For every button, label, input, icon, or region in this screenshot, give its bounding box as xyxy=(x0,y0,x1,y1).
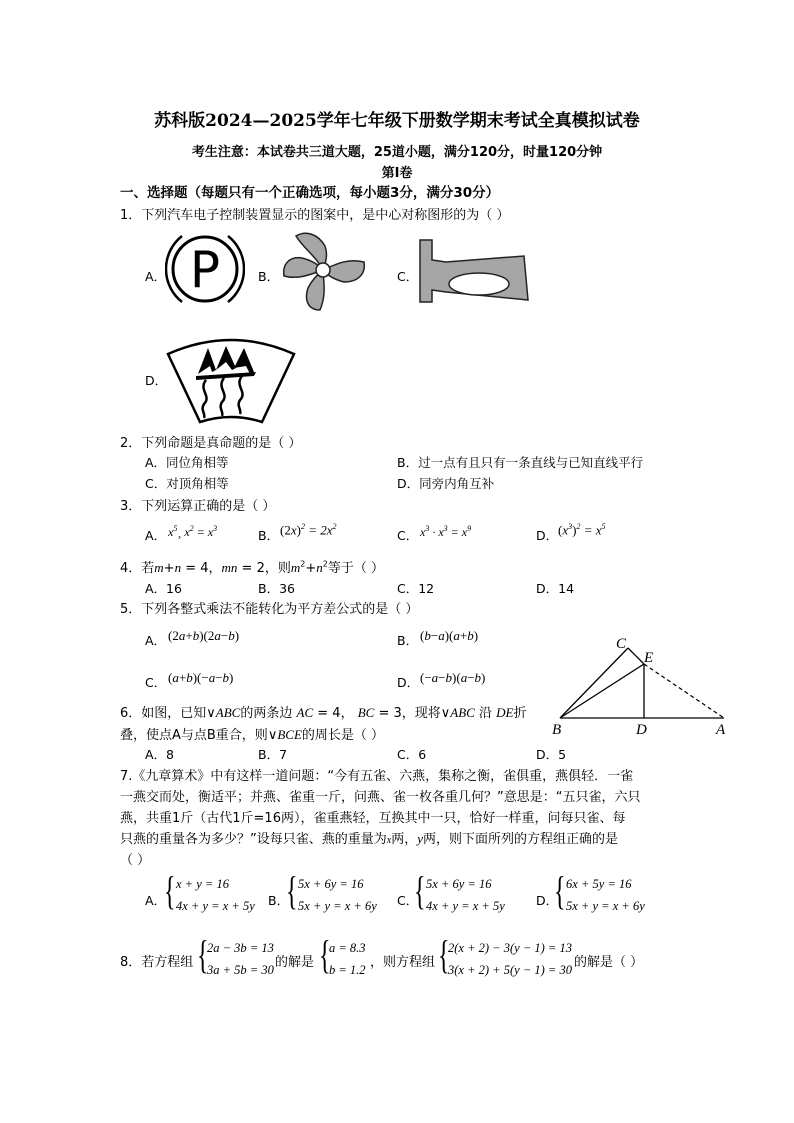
question-3-stem: 3．下列运算正确的是（ ） xyxy=(120,499,276,514)
question-7-line-2: 一燕交而处，衡适平；并燕、雀重一斤，问燕、雀一枚各重几何？”意思是：“五只雀，六只 xyxy=(120,790,641,805)
parking-letter: P xyxy=(189,241,221,299)
q2-option-a: A．同位角相等 xyxy=(145,455,229,470)
q3-option-d-math: $(x^3)^2 = x^5$ xyxy=(558,522,606,538)
q7-option-d-label: D． xyxy=(536,893,559,908)
q6-option-d: D．5 xyxy=(536,747,567,762)
q1-option-c-label: C． xyxy=(397,269,419,284)
triangle-figure xyxy=(550,634,740,738)
vertex-b-label: B xyxy=(552,722,562,738)
volume-heading: 第Ⅰ卷 xyxy=(381,166,413,181)
page-title: 苏科版2024—2025学年七年级下册数学期末考试全真模拟试卷 xyxy=(154,111,640,131)
q6-option-b: B．7 xyxy=(258,747,288,762)
q1-option-b-label: B． xyxy=(258,269,280,284)
q7-option-c-label: C． xyxy=(397,893,419,908)
question-2-stem: 2．下列命题是真命题的是（ ） xyxy=(120,436,302,451)
q3-option-b-label: B． xyxy=(258,528,280,543)
q4-option-c: C．12 xyxy=(397,581,435,596)
q7-option-a-label: A． xyxy=(145,893,167,908)
q2-option-d: D．同旁内角互补 xyxy=(397,476,495,491)
q4-option-a: A．16 xyxy=(145,581,182,596)
defroster-icon xyxy=(166,330,296,426)
q5-option-d-math: (−a−b)(a−b) xyxy=(420,670,486,685)
q5-option-c-math: (a+b)(−a−b) xyxy=(168,670,234,685)
question-4-stem: 4．若m+n = 4，mn = 2，则$m^2+n^2$等于（ ） xyxy=(120,559,384,576)
q3-option-a-math: $x^5¸$ $x^2 = x^3$ xyxy=(168,524,218,539)
q5-option-c-label: C． xyxy=(145,675,167,690)
q2-option-c: C．对顶角相等 xyxy=(145,476,229,491)
vertex-d-label: D xyxy=(636,722,647,738)
fan-icon xyxy=(278,228,368,314)
question-6-line-2: 叠，使点A与点B重合，则∨BCE的周长是（ ） xyxy=(120,727,385,743)
question-7-line-4: 只燕的重量各为多少？”设每只雀、燕的重量为x两，y两，则下面所列的方程组正确的是 xyxy=(120,831,619,847)
q5-option-b-math: (b−a)(a+b) xyxy=(420,628,479,643)
q5-option-b-label: B． xyxy=(397,633,419,648)
question-8-stem-b: 的解是 xyxy=(275,955,315,970)
exam-notice: 考生注意：本试卷共三道大题，25道小题，满分120分，时量120分钟 xyxy=(191,145,603,160)
q3-option-b-math: $(2x)^2 = 2x^2$ xyxy=(280,522,337,538)
parking-icon xyxy=(165,228,245,310)
question-6-line-1: 6．如图，已知∨ABC的两条边 AC = 4， BC = 3，现将∨ABC 沿 DE折 xyxy=(120,705,527,721)
question-5-stem: 5．下列各整式乘法不能转化为平方差公式的是（ ） xyxy=(120,602,419,617)
question-7-line-5: （ ） xyxy=(120,853,151,868)
q5-option-a-math: (2a+b)(2a−b) xyxy=(168,628,240,643)
q6-option-c: C．6 xyxy=(397,747,427,762)
question-7-line-3: 燕，共重1斤（古代1斤=16两），雀重燕轻，互换其中一只，恰好一样重，问每只雀、每 xyxy=(120,811,626,826)
q3-option-d-label: D． xyxy=(536,528,559,543)
q7-option-b-label: B． xyxy=(268,893,290,908)
q6-option-a: A．8 xyxy=(145,747,175,762)
question-8-stem-d: 的解是（ ） xyxy=(574,955,644,970)
q4-option-b: B．36 xyxy=(258,581,295,596)
q3-option-c-math: $x^3 \cdot x^3 = x^9$ xyxy=(420,524,472,539)
vertex-c-label: C xyxy=(616,636,627,652)
q3-option-a-label: A． xyxy=(145,528,167,543)
q5-option-d-label: D． xyxy=(397,675,420,690)
vertex-e-label: E xyxy=(644,650,654,666)
q5-option-a-label: A． xyxy=(145,633,167,648)
q2-option-b: B．过一点有且只有一条直线与已知直线平行 xyxy=(397,455,644,470)
question-8-stem-a: 8．若方程组 xyxy=(120,955,194,970)
horn-icon xyxy=(416,236,531,306)
q3-option-c-label: C． xyxy=(397,528,419,543)
vertex-a-label: A xyxy=(716,722,726,738)
section-heading: 一、选择题（每题只有一个正确选项，每小题3分，满分30分） xyxy=(120,185,500,201)
q1-option-a-label: A． xyxy=(145,269,167,284)
question-7-line-1: 7.《九章算术》中有这样一道问题：“今有五雀、六燕，集称之衡，雀俱重，燕俱轻．一雀 xyxy=(120,769,634,784)
q1-option-d-label: D． xyxy=(145,373,168,388)
question-8-stem-c: ，则方程组 xyxy=(370,955,436,970)
q4-option-d: D．14 xyxy=(536,581,575,596)
question-1-stem: 1．下列汽车电子控制装置显示的图案中，是中心对称图形的为（ ） xyxy=(120,208,510,223)
